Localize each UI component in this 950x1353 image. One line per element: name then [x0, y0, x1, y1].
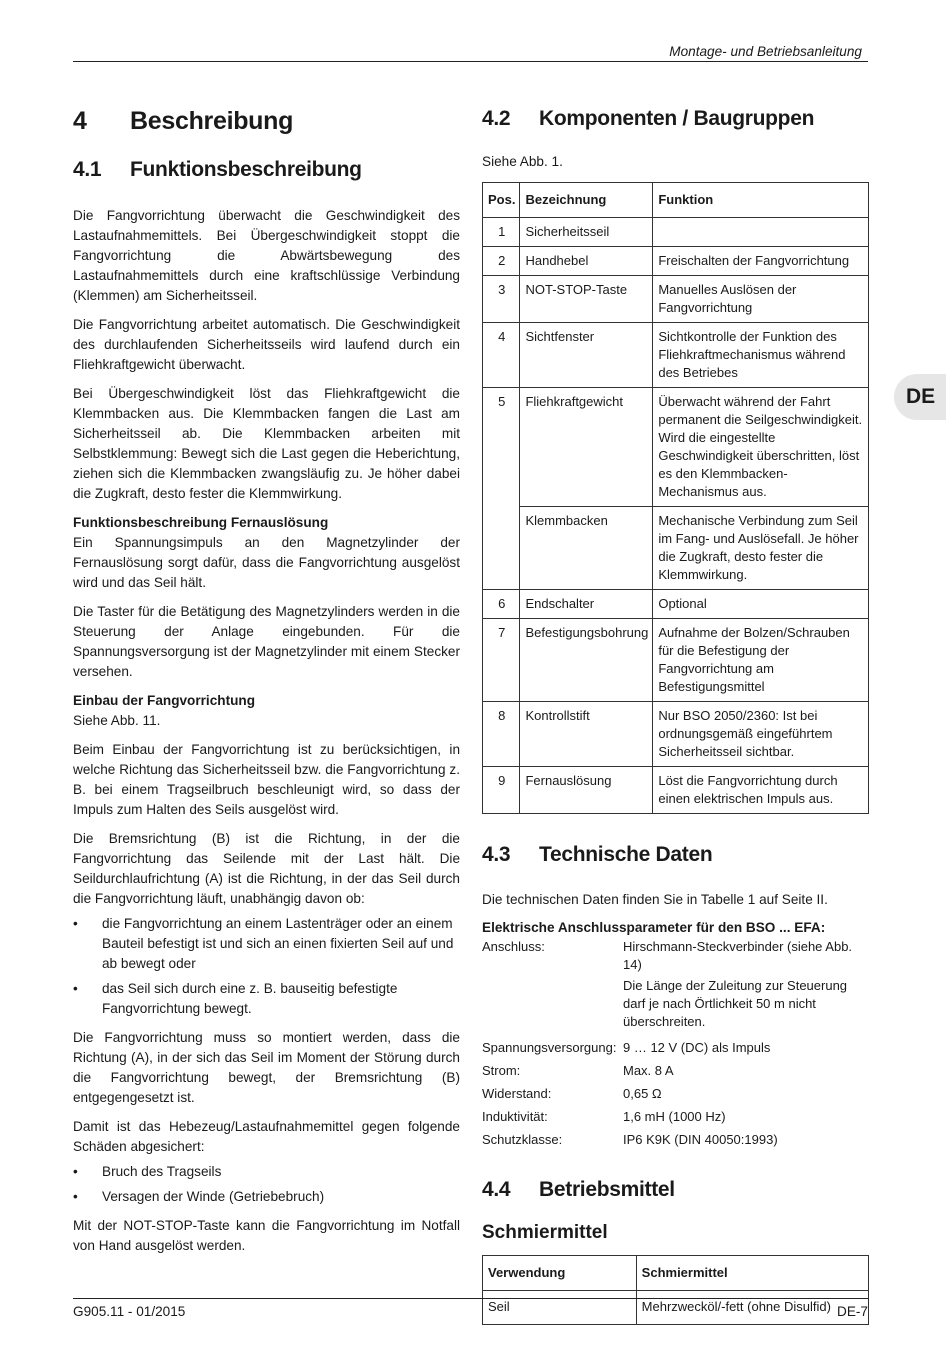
left-column: [73, 104, 460, 1265]
spec-row: [482, 1039, 869, 1057]
table-cell: [483, 507, 520, 590]
section-heading-4-1: [73, 155, 460, 185]
spec-value: IP6 K9K (DIN 40050:1993): [623, 1132, 778, 1147]
section-number: 4.2: [482, 107, 511, 130]
section-heading-4-4: [482, 1175, 869, 1205]
table-cell: Optional: [653, 590, 869, 619]
table-cell: Überwacht während der Fahrt permanent die Seilgeschwindigkeit. Wird die eingestellte Geschwindigkeit überschritten, löst es den Klemmbacken-Mechanismus aus.: [653, 388, 869, 507]
paragraph: Mit der NOT-STOP-Taste kann die Fangvorrichtung im Notfall von Hand ausgelöst werden.: [73, 1218, 460, 1253]
list-item: • die Fangvorrichtung an einem Lastenträger oder an einem Bauteil befestigt ist und sich an einen fixierten Seil auf und ab bewegt oder: [73, 914, 460, 974]
section-title: Technische Daten: [539, 843, 713, 866]
table-cell: Endschalter: [520, 590, 653, 619]
spec-value: 9 … 12 V (DC) als Impuls: [623, 1040, 771, 1055]
section-title: Betriebsmittel: [539, 1178, 675, 1201]
paragraph: Ein Spannungsimpuls an den Magnetzylinder der Fernauslösung sorgt dafür, dass die Fangvorrichtung ausgelöst wird und das Seil hält.: [73, 535, 460, 590]
table-cell: Freischalten der Fangvorrichtung: [653, 247, 869, 276]
table-cell: 6: [483, 590, 520, 619]
spec-value: Hirschmann-Steckverbinder (siehe Abb. 14) Die Länge der Zuleitung zur Steuerung darf je nach Örtlichkeit 50 m nicht überschreiten.: [623, 939, 853, 1029]
table-cell: 2: [483, 247, 520, 276]
table-row: [483, 590, 869, 619]
table-cell: Sichtkontrolle der Funktion des Fliehkraftmechanismus während des Betriebes: [653, 323, 869, 388]
list-item: • Versagen der Winde (Getriebebruch): [73, 1187, 460, 1207]
chapter-title: Beschreibung: [130, 107, 294, 135]
table-row: [483, 619, 869, 702]
spec-key: Strom:: [482, 1063, 521, 1078]
spec-key: Schutzklasse:: [482, 1132, 563, 1147]
table-header-row: [483, 183, 869, 218]
table-row: [483, 767, 869, 814]
paragraph: Die Fangvorrichtung muss so montiert werden, dass die Richtung (A), in der sich das Seil im Moment der Störung durch die Fangvorrichtung bewegt, der Bremsrichtung (B) entgegengesetzt ist.: [73, 1030, 460, 1105]
table-cell: 1: [483, 218, 520, 247]
bullet-list: [73, 914, 460, 1019]
table-cell: 9: [483, 767, 520, 814]
spec-row: [482, 1131, 869, 1149]
subsection-heading: Schmiermittel: [482, 1222, 608, 1243]
section-heading-4-2: [482, 104, 869, 134]
spec-value: Max. 8 A: [623, 1063, 674, 1078]
header-title: Montage- und Betriebsanleitung: [669, 44, 862, 59]
subheading: Einbau der Fangvorrichtung: [73, 693, 256, 708]
column-header: Funktion: [653, 183, 869, 218]
spec-value: 1,6 mH (1000 Hz): [623, 1109, 726, 1124]
table-row: [483, 702, 869, 767]
chapter-heading: [73, 104, 460, 138]
column-header: Bezeichnung: [520, 183, 653, 218]
spec-key: Widerstand:: [482, 1086, 552, 1101]
table-cell: Fliehkraftgewicht: [520, 388, 653, 507]
subheading: Funktionsbeschreibung Fernauslösung: [73, 515, 329, 530]
table-cell: 7: [483, 619, 520, 702]
table-cell: Sichtfenster: [520, 323, 653, 388]
paragraph: Die Taster für die Betätigung des Magnetzylinders werden in die Steuerung der Anlage eingebunden. Für die Spannungsversorgung ist der Magnetzylinder mit einem Stecker versehen.: [73, 604, 460, 679]
paragraph: Die Bremsrichtung (B) ist die Richtung, in der die Fangvorrichtung das Seilende mit der Last hält. Die Seildurchlaufrichtung (A) ist die Richtung, in der das Seil durch die Fangvorrichtung läuft, unabhängig davon ob:: [73, 831, 460, 906]
table-cell: NOT-STOP-Taste: [520, 276, 653, 323]
table-row: [483, 218, 869, 247]
table-cell: Nur BSO 2050/2360: Ist bei ordnungsgemäß eingeführtem Sicherheitsseil sichtbar.: [653, 702, 869, 767]
page-number: DE-7: [837, 1304, 868, 1319]
table-cell: Manuelles Auslösen der Fangvorrichtung: [653, 276, 869, 323]
table-cell: Mechanische Verbindung zum Seil im Fang- und Auslösefall. Je höher die Zugkraft, desto fester die Klemmwirkung.: [653, 507, 869, 590]
table-cell: 5: [483, 388, 520, 507]
section-heading-4-3: [482, 840, 869, 870]
figure-reference: Siehe Abb. 1.: [482, 154, 563, 169]
column-header: Schmiermittel: [636, 1256, 868, 1291]
table-row: [483, 276, 869, 323]
table-cell: Kontrollstift: [520, 702, 653, 767]
subheading: Elektrische Anschlussparameter für den BSO ... EFA:: [482, 920, 826, 935]
spec-key: Spannungsversorgung:: [482, 1040, 617, 1055]
table-cell: Klemmbacken: [520, 507, 653, 590]
table-header-row: [483, 1256, 869, 1291]
spec-row: [482, 1108, 869, 1126]
paragraph: Die Fangvorrichtung arbeitet automatisch. Die Geschwindigkeit des durchlaufenden Sicherheitsseils wird laufend durch ein Fliehkraftgewicht überwacht.: [73, 317, 460, 372]
table-cell: Sicherheitsseil: [520, 218, 653, 247]
section-title: Komponenten / Baugruppen: [539, 107, 815, 130]
table-row: [483, 323, 869, 388]
paragraph: Bei Übergeschwindigkeit löst das Fliehkraftgewicht die Klemmbacken aus. Die Klemmbacken fangen die Last am Sicherheitsseil ab. Die Klemmbacken arbeiten mit Selbstklemmung: Bewegt sich die Last gegen die Heberichtung, ziehen sich die Klemmbacken zwangsläufig zu. Je höher dabei die Zugkraft, desto fester die Klemmwirkung.: [73, 386, 460, 501]
table-cell: Befestigungsbohrung: [520, 619, 653, 702]
column-header: Verwendung: [483, 1256, 637, 1291]
spec-value: 0,65 Ω: [623, 1086, 662, 1101]
paragraph: Siehe Abb. 11.: [73, 713, 161, 728]
paragraph: Die Fangvorrichtung überwacht die Geschwindigkeit des Lastaufnahmemittels. Bei Übergeschwindigkeit stoppt die Fangvorrichtung die Abwärtsbewegung des Lastaufnahmemittels durch eine kraftschlüssige Verbindung (Klemmen) am Sicherheitsseil.: [73, 208, 460, 303]
table-cell: Mehrzwecköl/-fett (ohne Disulfid): [636, 1291, 868, 1325]
table-row: [483, 1291, 869, 1325]
table-cell: [653, 218, 869, 247]
language-tab: DE: [894, 374, 946, 420]
table-row: [483, 247, 869, 276]
table-cell: Löst die Fangvorrichtung durch einen elektrischen Impuls aus.: [653, 767, 869, 814]
spec-key: Anschluss:: [482, 939, 545, 954]
spec-row: [482, 938, 869, 1034]
page-header: [73, 42, 868, 62]
table-cell: 8: [483, 702, 520, 767]
list-item: • Bruch des Tragseils: [73, 1162, 460, 1182]
table-cell: Handhebel: [520, 247, 653, 276]
table-cell: Fernauslösung: [520, 767, 653, 814]
section-title: Funktionsbeschreibung: [130, 158, 362, 181]
table-cell: Aufnahme der Bolzen/Schrauben für die Befestigung der Fangvorrichtung am Befestigungsmittel: [653, 619, 869, 702]
chapter-number: 4: [73, 107, 87, 135]
paragraph: Damit ist das Hebezeug/Lastaufnahmemittel gegen folgende Schäden abgesichert:: [73, 1119, 460, 1154]
table-row: [483, 388, 869, 507]
paragraph: Die technischen Daten finden Sie in Tabelle 1 auf Seite II.: [482, 892, 828, 907]
section-number: 4.1: [73, 158, 102, 181]
section-number: 4.4: [482, 1178, 511, 1201]
bullet-list: [73, 1162, 460, 1207]
table-cell: Seil: [483, 1291, 637, 1325]
document-id: G905.11 - 01/2015: [73, 1304, 186, 1319]
electrical-parameters: [482, 938, 869, 1149]
table-row: [483, 507, 869, 590]
right-column: [482, 104, 869, 1325]
paragraph: Beim Einbau der Fangvorrichtung ist zu berücksichtigen, in welche Richtung das Sicherheitsseil bzw. die Fangvorrichtung z. B. bei einem Tragseilbruch beschleunigt wird, so dass der Impuls zum Halten des Seils ausgelöst wird.: [73, 742, 460, 817]
lubricant-table: [482, 1255, 869, 1325]
spec-row: [482, 1062, 869, 1080]
section-number: 4.3: [482, 843, 511, 866]
components-table: [482, 182, 869, 814]
table-cell: 3: [483, 276, 520, 323]
column-header: Pos.: [483, 183, 520, 218]
table-cell: 4: [483, 323, 520, 388]
list-item: • das Seil sich durch eine z. B. bauseitig befestigte Fangvorrichtung bewegt.: [73, 979, 460, 1019]
spec-row: [482, 1085, 869, 1103]
spec-key: Induktivität:: [482, 1109, 548, 1124]
